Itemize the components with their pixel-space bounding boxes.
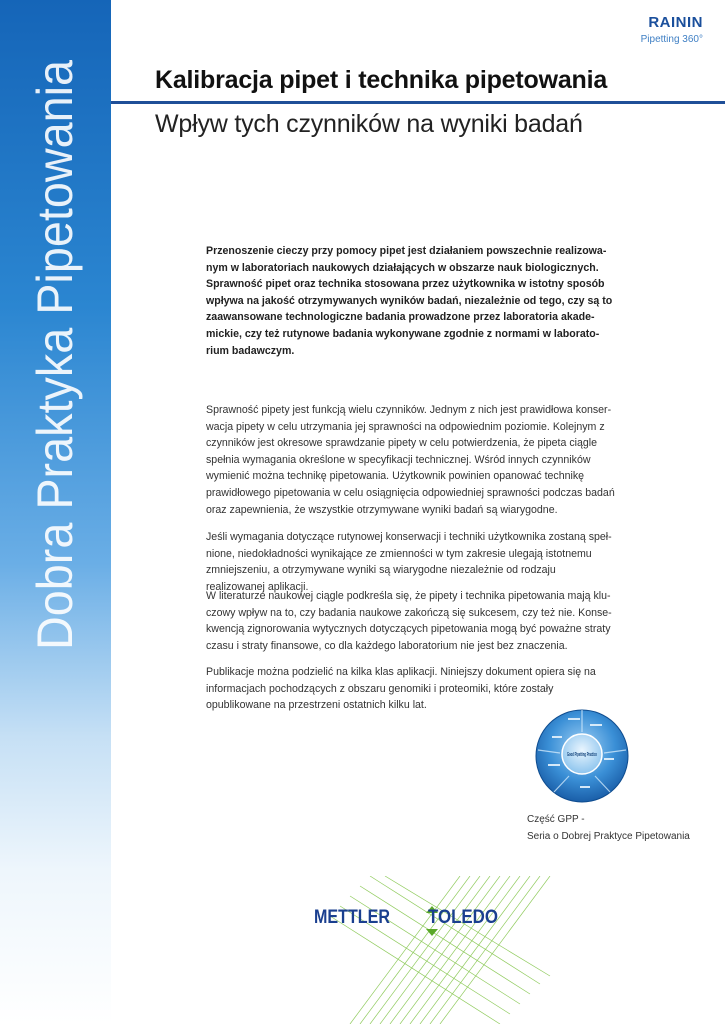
body-paragraph: Jeśli wymagania dotyczące rutynowej konserwacji i techniki użytkownika zostaną spełnione, niedokładności wynikające ze zmienności w tym zakresie ulegają istotnemu zmniejszeniu, a otrzymywane wyniki są wiarygodne niezależnie od rodzaju realizowanej aplikacji. bbox=[206, 531, 612, 593]
caption-line-1: Część GPP - bbox=[527, 814, 585, 825]
pipetting-360-label: Pipetting 360° bbox=[640, 34, 703, 45]
logo-mettler: METTLER bbox=[314, 907, 391, 928]
body-paragraph: Sprawność pipety jest funkcją wielu czynników. Jednym z nich jest prawidłowa konserwacja pipety w celu utrzymania jej sprawności na odpowiednim poziomie. Kolejnym z czynników jest okresowe sprawdzanie pipety w celu potwierdzenia, że pipeta ciągle spełnia wymagania określone w specyfikacji technicznej. Wśród innych czynników wymienić można technikę pipetowania. Użytkownik powinien opanować technikę prawidłowego pipetowania w celu osiągnięcia odpowiedniej sprawności podczas badań oraz zapewnienia, że wszystkie otrzymywane wyniki badań są wiarygodne. bbox=[206, 404, 615, 516]
lead-paragraph: Przenoszenie cieczy przy pomocy pipet jest działaniem powszechnie realizowanym w laboratoriach naukowych działających w obszarze nauk biologicznych. Sprawność pipet oraz technika stosowana przez użytkownika w istotny sposób wpływa na jakość otrzymywanych wyników badań, niezależnie od tego, czy są to zaawansowane technologiczne badania prowadzone przez laboratoria akademickie, czy też rutynowe badania wykonywane zgodnie z normami w laboratorium badawczym. bbox=[206, 245, 613, 357]
body-paragraph: W literaturze naukowej ciągle podkreśla się, że pipety i technika pipetowania mają kluczowy wpływ na to, czy badania naukowe zakończą się sukcesem, czy też nie. Konsekwencją zignorowania wytycznych dotyczących pipetowania mogą być poważne straty czasu i straty finansowe, co dla każdego laboratorium nie jest bez znaczenia. bbox=[206, 590, 612, 652]
caption-line-2: Seria o Dobrej Praktyce Pipetowania bbox=[527, 831, 690, 842]
sidebar-vertical-title bbox=[24, 0, 84, 690]
sidebar-band bbox=[0, 0, 111, 1024]
gpp-center-label: Good Pipetting Practice bbox=[567, 752, 598, 758]
gpp-cycle-icon bbox=[532, 706, 632, 806]
page-title: Kalibracja pipet i technika pipetowania bbox=[155, 66, 608, 94]
mettler-toledo-logo bbox=[310, 876, 560, 1024]
body-paragraph: Publikacje można podzielić na kilka klas aplikacji. Niniejszy dokument opiera się na informacjach pochodzących z obszaru genomiki i proteomiki, które zostały opublikowane na przestrzeni ostatnich kilku lat. bbox=[206, 666, 596, 712]
sidebar-title-text: Dobra Praktyka Pipetowania bbox=[27, 19, 83, 650]
rainin-logo: RAININ bbox=[648, 14, 703, 31]
header-rule bbox=[111, 101, 725, 104]
page-subtitle: Wpływ tych czynników na wyniki badań bbox=[155, 110, 583, 138]
logo-toledo: TOLEDO bbox=[428, 907, 498, 928]
series-caption bbox=[527, 811, 690, 845]
rainin-brand bbox=[641, 14, 703, 45]
